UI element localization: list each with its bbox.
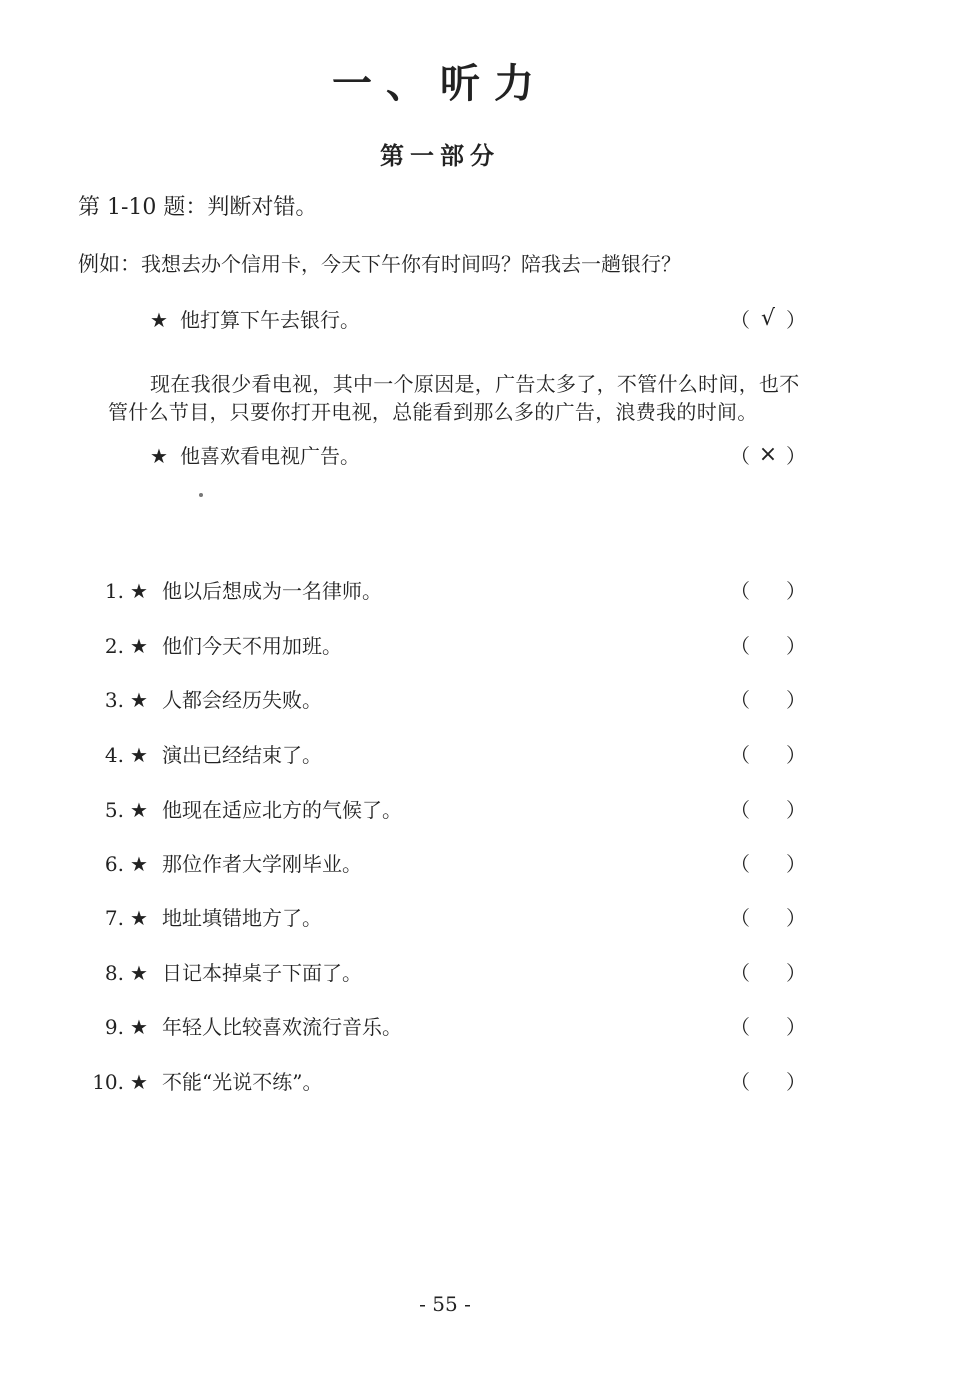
question-number: 4. [104, 743, 124, 767]
answer-blank[interactable]: （ ） [730, 579, 806, 603]
question-text: 他以后想成为一名律师。 [162, 579, 382, 603]
answer-blank[interactable]: （ ） [730, 688, 806, 712]
question-number: 2. [104, 634, 124, 658]
question-item [78, 957, 806, 987]
question-number: 5. [104, 798, 124, 822]
question-text: 演出已经结束了。 [162, 743, 322, 767]
section-title: 一、听力 [332, 61, 548, 107]
example-label: 例如： [78, 252, 141, 276]
answer-blank[interactable]: （ ） [730, 1070, 806, 1094]
answer-blank[interactable]: （ ） [730, 743, 806, 767]
question-text: 他们今天不用加班。 [162, 634, 342, 658]
question-text: 人都会经历失败。 [162, 688, 322, 712]
question-text: 日记本掉桌子下面了。 [162, 961, 362, 985]
star-icon: ★ [130, 906, 148, 930]
question-number: 6. [104, 852, 124, 876]
question-item [78, 630, 806, 660]
answer-blank[interactable]: （ ） [730, 906, 806, 930]
question-number: 1. [104, 579, 124, 603]
part-title: 第一部分 [380, 142, 500, 170]
question-text: 他现在适应北方的气候了。 [162, 798, 402, 822]
question-number: 8. [104, 961, 124, 985]
cross-mark: × [758, 442, 778, 467]
check-mark: √ [760, 306, 776, 331]
question-item [78, 684, 806, 714]
answer-blank[interactable]: （ ） [730, 852, 806, 876]
question-text: 那位作者大学刚毕业。 [162, 852, 362, 876]
scan-speck [199, 493, 203, 497]
answer-blank[interactable]: （ ） [730, 798, 806, 822]
question-number: 7. [104, 906, 124, 930]
example-answer-2: （ × ） [730, 442, 806, 468]
question-item [78, 739, 806, 769]
answer-blank[interactable]: （ ） [730, 1015, 806, 1039]
star-icon: ★ [130, 688, 148, 712]
question-item [78, 1011, 806, 1041]
question-text: 年轻人比较喜欢流行音乐。 [162, 1015, 402, 1039]
example-dialogue-text: 我想去办个信用卡，今天下午你有时间吗？陪我去一趟银行？ [141, 252, 681, 276]
star-icon: ★ [130, 1015, 148, 1039]
answer-blank[interactable]: （ ） [730, 961, 806, 985]
question-item [78, 1066, 806, 1096]
question-item [78, 575, 806, 605]
question-number: 9. [104, 1015, 124, 1039]
question-text: 不能“光说不练”。 [162, 1070, 323, 1094]
question-item [78, 794, 806, 824]
star-icon: ★ [130, 852, 148, 876]
instruction: 第 1-10 题：判断对错。 [78, 195, 318, 220]
star-icon: ★ [130, 798, 148, 822]
example-answer-1: （ √ ） [730, 306, 806, 332]
star-icon: ★ [130, 579, 148, 603]
example-statement-1 [150, 304, 806, 334]
question-number: 10. [92, 1070, 124, 1094]
question-item [78, 848, 806, 878]
question-number: 3. [104, 688, 124, 712]
answer-blank[interactable]: （ ） [730, 634, 806, 658]
star-icon: ★ [130, 743, 148, 767]
star-icon: ★ [150, 308, 168, 332]
star-icon: ★ [130, 634, 148, 658]
question-text: 地址填错地方了。 [162, 906, 322, 930]
example-statement-2-text: 他喜欢看电视广告。 [180, 444, 360, 468]
page-number: - 55 - [419, 1292, 471, 1316]
question-item [78, 902, 806, 932]
star-icon: ★ [130, 1070, 148, 1094]
example-statement-2 [150, 440, 806, 470]
star-icon: ★ [130, 961, 148, 985]
example-statement-1-text: 他打算下午去银行。 [180, 308, 360, 332]
example-passage: 现在我很少看电视，其中一个原因是，广告太多了，不管什么时间，也不管什么节目，只要你打开电视，总能看到那么多的广告，浪费我的时间。 [108, 372, 800, 424]
star-icon: ★ [150, 444, 168, 468]
example-dialogue [78, 248, 681, 278]
